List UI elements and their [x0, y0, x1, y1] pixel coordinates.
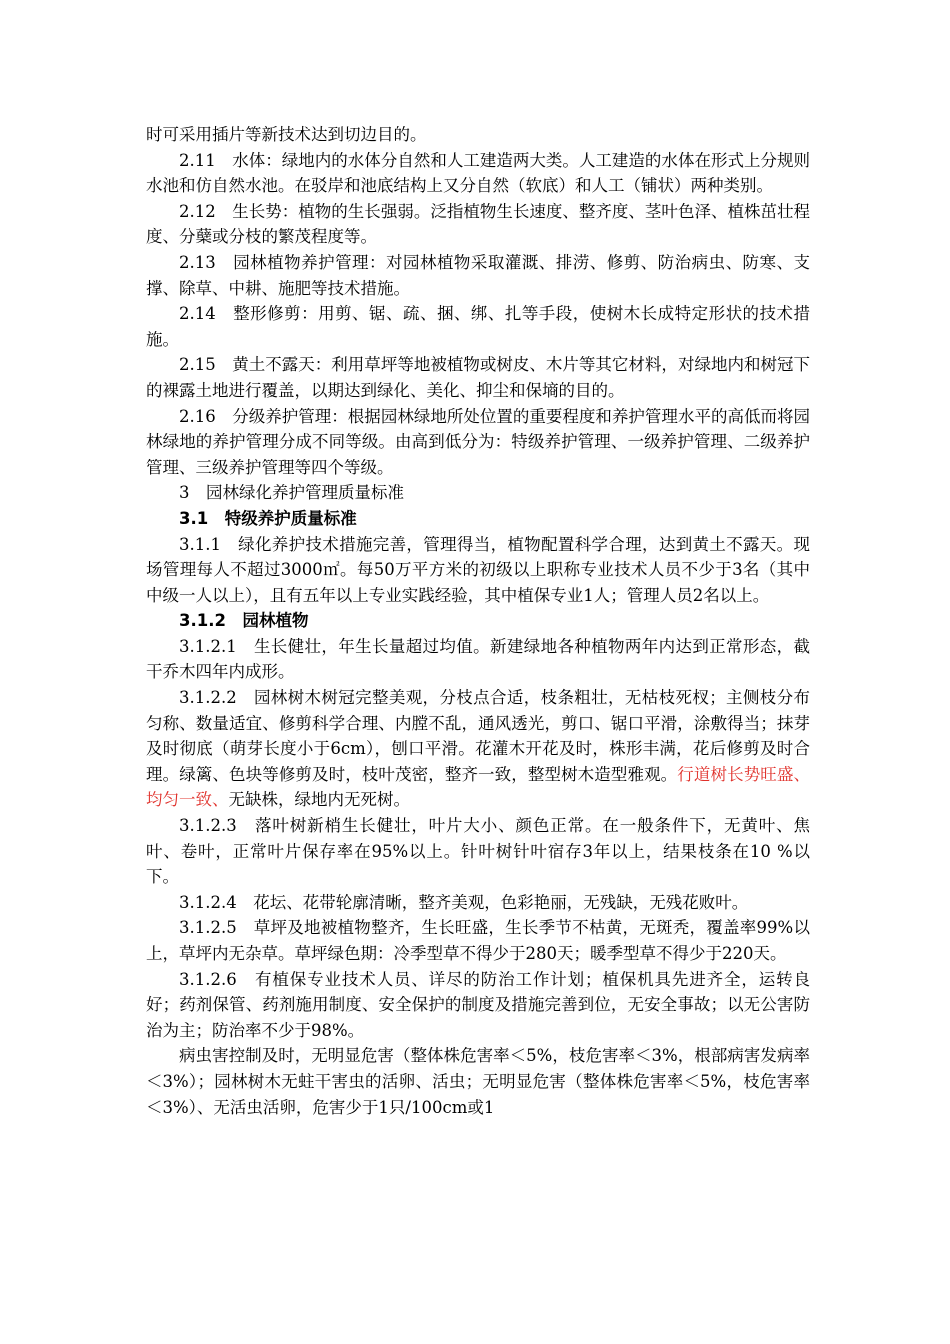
paragraph-2-13-plant-maintenance: 2.13 园林植物养护管理：对园林植物采取灌溉、排涝、修剪、防治病虫、防寒、支撑、除草、中耕、施肥等技术措施。: [146, 252, 810, 298]
paragraph-2-12-growth-vigor: 2.12 生长势：植物的生长强弱。泛指植物生长速度、整齐度、茎叶色泽、植株茁壮程度、分蘖或分枝的繁茂程度等。: [146, 201, 810, 247]
paragraph-3-1-2-3: 3.1.2.3 落叶树新梢生长健壮，叶片大小、颜色正常。在一般条件下，无黄叶、焦叶、卷叶，正常叶片保存率在95%以上。针叶树针叶宿存3年以上，结果枝条在10 %以下。: [146, 816, 810, 887]
paragraph-3-1-2-1: 3.1.2.1 生长健壮，年生长量超过均值。新建绿地各种植物两年内达到正常形态，截干乔木四年内成形。: [146, 636, 810, 682]
section-heading-3-1: 3.1 特级养护质量标准: [179, 508, 357, 528]
paragraph-3-1-2-4: 3.1.2.4 花坛、花带轮廓清晰，整齐美观，色彩艳丽，无残缺，无残花败叶。: [179, 892, 749, 912]
paragraph-3-1-2-2-text: 3.1.2.2 园林树木树冠完整美观，分枝点合适，枝条粗壮，无枯枝死杈；主侧枝分布匀称、数量适宜、修剪科学合理、内膛不乱，通风透光，剪口、锯口平滑，涂敷得当；抹芽及时彻底（萌芽长度小于6cm），刨口平滑。花灌木开花及时，株形丰满，花后修剪及时合理。绿篱、色块等修剪及时，枝叶茂密，整齐一致，整型树木造型雅观。: [146, 688, 810, 784]
paragraph-3-1-2-6: 3.1.2.6 有植保专业技术人员、详尽的防治工作计划；植保机具先进齐全，运转良好；药剂保管、药剂施用制度、安全保护的制度及措施完善到位，无安全事故；以无公害防治为主；防治率不少于98%。: [146, 969, 810, 1040]
paragraph-continuation: 时可采用插片等新技术达到切边目的。: [146, 125, 427, 144]
paragraph-3-1-2-2: [146, 685, 810, 813]
section-title-3: 3 园林绿化养护管理质量标准: [179, 483, 404, 503]
paragraph-2-16-graded-maintenance: 2.16 分级养护管理：根据园林绿地所处位置的重要程度和养护管理水平的高低而将园林绿地的养护管理分成不同等级。由高到低分为：特级养护管理、一级养护管理、二级养护管理、三级养护管理等四个等级。: [146, 406, 810, 477]
highlighted-red-text: 行道树长势旺盛、均匀一致、: [146, 764, 811, 810]
document-page: [146, 122, 810, 1120]
section-heading-3-1-2: 3.1.2 园林植物: [179, 611, 309, 631]
paragraph-3-1-2-5: 3.1.2.5 草坪及地被植物整齐，生长旺盛，生长季节不枯黄，无斑秃，覆盖率99%以上，草坪内无杂草。草坪绿色期：冷季型草不得少于280天；暖季型草不得少于220天。: [146, 918, 810, 963]
paragraph-2-11-water-body: 2.11 水体：绿地内的水体分自然和人工建造两大类。人工建造的水体在形式上分规则水池和仿自然水池。在驳岸和池底结构上又分自然（软底）和人工（铺状）两种类别。: [146, 150, 810, 196]
paragraph-3-1-1: 3.1.1 绿化养护技术措施完善，管理得当，植物配置科学合理，达到黄土不露天。现场管理每人不超过3000㎡。每50万平方米的初级以上职称专业技术人员不少于3名（其中中级一人以上），且有五年以上专业实践经验，其中植保专业1人；管理人员2名以上。: [146, 534, 810, 605]
paragraph-2-14-pruning: 2.14 整形修剪：用剪、锯、疏、捆、绑、扎等手段，使树木长成特定形状的技术措施。: [146, 304, 810, 349]
paragraph-pest-control: 病虫害控制及时，无明显危害（整体株危害率＜5%，枝危害率＜3%，根部病害发病率＜3%）；园林树木无蛀干害虫的活卵、活虫；无明显危害（整体株危害率＜5%，枝危害率＜3%）、无活虫活卵，危害少于1只/100cm或1: [146, 1046, 810, 1117]
paragraph-3-1-2-2-text-end: 无缺株，绿地内无死树。: [228, 790, 410, 810]
paragraph-2-15-soil-cover: 2.15 黄土不露天：利用草坪等地被植物或树皮、木片等其它材料，对绿地内和树冠下的裸露土地进行覆盖，以期达到绿化、美化、抑尘和保墒的目的。: [146, 355, 810, 400]
